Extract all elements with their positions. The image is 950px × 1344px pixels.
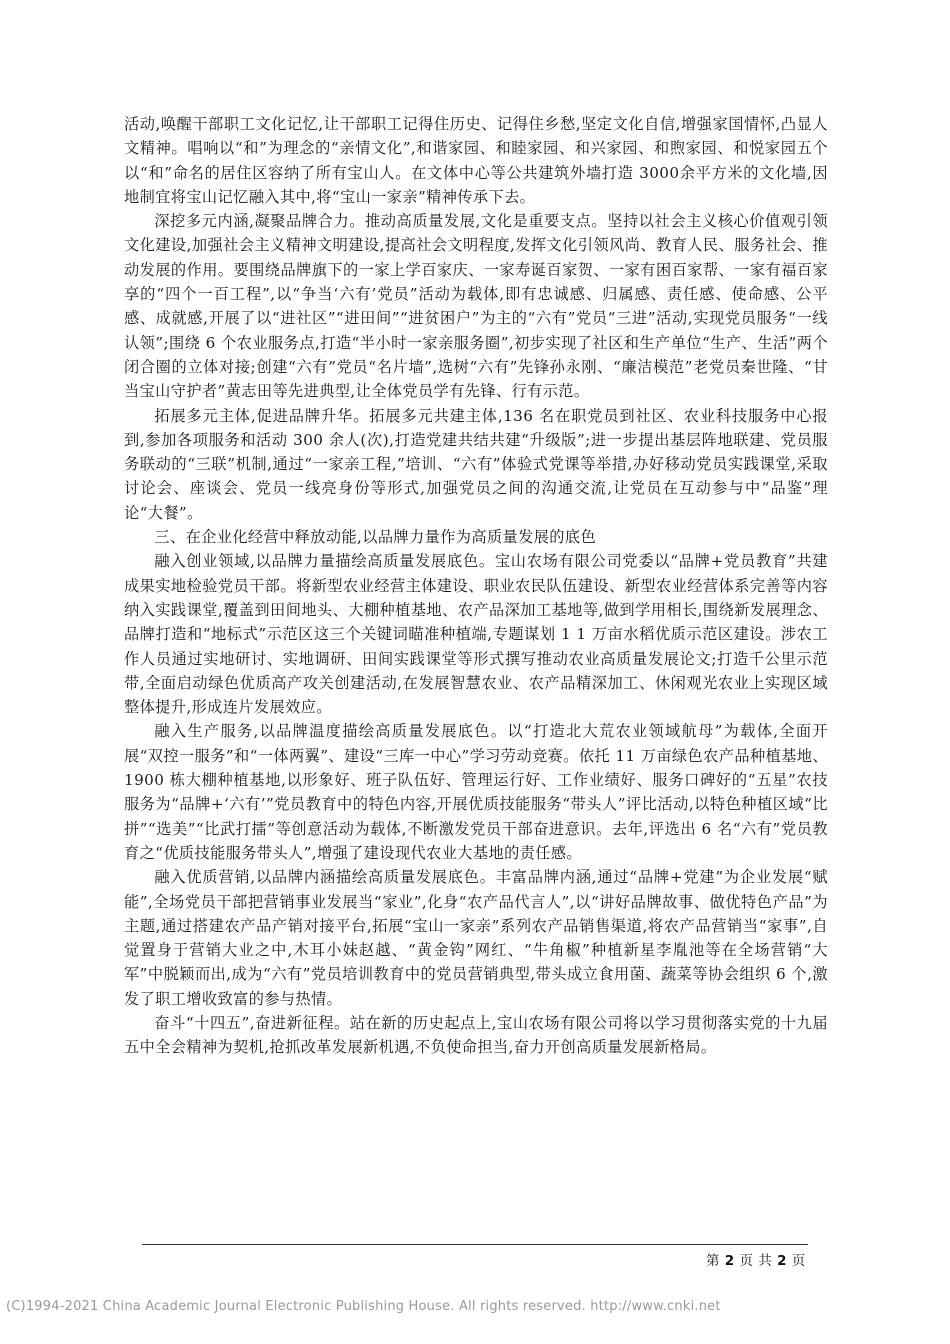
page-prefix: 第 xyxy=(706,1253,720,1269)
paragraph-entrepreneurship: 融入创业领域,以品牌力量描绘高质量发展底色。宝山农场有限公司党委以“品牌+党员教育”共建成果实地检验党员干部。将新型农业经营主体建设、职业农民队伍建设、新型农业经营体系完善等内容纳入实践课堂,覆盖到田间地头、大棚种植基地、农产品深加工基地等,做到学用相长,围绕新发展理念、品牌打造和“地标式”示范区这三个关键词瞄准种植端,专题谋划 1 1 万亩水稻优质示范区建设。涉农工作人员通过实地研讨、实地调研、田间实践课堂等形式撰写推动农业高质量发展论文;打造千公里示范带,全面启动绿色优质高产攻关创建活动,在发展智慧农业、农产品精深加工、休闲观光农业上实现区域整体提升,形成连片发展效应。 xyxy=(124,552,828,717)
copyright-notice: (C)1994-2021 China Academic Journal Electronic Publishing House. All rights reserved. http://www.cnki.net xyxy=(6,1299,721,1314)
section-heading: 三、在企业化经营中释放动能,以品牌力量作为高质量发展的底色 xyxy=(154,528,597,547)
article-body xyxy=(124,112,828,1060)
paragraph-marketing: 融入优质营销,以品牌内涵描绘高质量发展底色。丰富品牌内涵,通过“品牌+党建”为企业发展“赋能”,全场党员干部把营销事业发展当“家业”,化身“农产品代言人”,以“讲好品牌故事、做优特色产品”为主题,通过搭建农产品产销对接平台,拓展“宝山一家亲”系列农产品销售渠道,将农产品营销当“家事”,自觉置身于营销大业之中,木耳小妹赵越、“黄金钩”网红、“牛角椒”种植新星李胤池等在全场营销“大军”中脱颖而出,成为“六有”党员培训教育中的党员营销典型,带头成立食用菌、蔬菜等协会组织 6 个,激发了职工增收致富的参与热情。 xyxy=(124,868,828,1008)
paragraph-brand-subjects: 拓展多元主体,促进品牌升华。拓展多元共建主体,136 名在职党员到社区、农业科技服务中心报到,参加各项服务和活动 300 余人(次),打造党建共结共建“升级版”;进一步提出基层阵地联建、党员服务联动的“三联”机制,通过“一家亲工程,”培训、“六有”体验式党课等举措,办好移动党员实践课堂,采取讨论会、座谈会、党员一线亮身份等形式,加强党员之间的沟通交流,让党员在互动参与中“品鉴”理论“大餐”。 xyxy=(124,406,828,522)
page-current: 2 xyxy=(724,1253,735,1269)
paragraph-brand-connotation: 深挖多元内涵,凝聚品牌合力。推动高质量发展,文化是重要支点。坚持以社会主义核心价值观引领文化建设,加强社会主义精神文明建设,提高社会文明程度,发挥文化引领风尚、教育人民、服务社会、推动发展的作用。要围绕品牌旗下的一家上学百家庆、一家寿诞百家贺、一家有困百家帮、一家有福百家享的“四个一百工程”,以“争当‘六有’党员”活动为载体,即有忠诚感、归属感、责任感、使命感、公平感、成就感,开展了以“进社区”“进田间”“进贫困户”为主的“六有”党员“三进”活动,实现党员服务“一线认领”;围绕 6 个农业服务点,打造“半小时一家亲服务圈”,初步实现了社区和生产单位“生产、生活”两个闭合圈的立体对接;创建“六有”党员“名片墙”,选树“六有”先锋孙永刚、“廉洁模范”老党员秦世隆、“甘当宝山守护者”黄志田等先进典型,让全体党员学有先锋、行有示范。 xyxy=(124,212,828,401)
page-total: 2 xyxy=(777,1253,787,1269)
footer-divider xyxy=(142,1244,808,1245)
paragraph-continuation: 活动,唤醒干部职工文化记忆,让干部职工记得住历史、记得住乡愁,坚定文化自信,增强家国情怀,凸显人文精神。唱响以“和”为理念的“亲情文化”,和谐家园、和睦家园、和兴家园、和煦家园、和悦家园五个以“和”命名的居住区容纳了所有宝山人。在文体中心等公共建筑外墙打造 3000余平方米的文化墙,因地制宜将宝山记忆融入其中,将“宝山一家亲”精神传承下去。 xyxy=(124,115,828,206)
page-mid: 页 共 xyxy=(739,1253,773,1269)
page-number xyxy=(706,1249,806,1269)
paragraph-production-service: 融入生产服务,以品牌温度描绘高质量发展底色。以“打造北大荒农业领域航母”为载体,全面开展“双控一服务”和“一体两翼”、建设“三库一中心”学习劳动竞赛。依托 11 万亩绿色农产品种植基地、1900 栋大棚种植基地,以形象好、班子队伍好、管理运行好、工作业绩好、服务口碑好的“五星”农技服务为“品牌+‘六有’”党员教育中的特色内容,开展优质技能服务“带头人”评比活动,以特色种植区域“比拼”“选美”“比武打擂”等创意活动为载体,不断激发党员干部奋进意识。去年,评选出 6 名“六有”党员教育之“优质技能服务带头人”,增强了建设现代农业大基地的责任感。 xyxy=(124,722,828,862)
paragraph-conclusion: 奋斗“十四五”,奋进新征程。站在新的历史起点上,宝山农场有限公司将以学习贯彻落实党的十九届五中全会精神为契机,抢抓改革发展新机遇,不负使命担当,奋力开创高质量发展新格局。 xyxy=(124,1013,828,1057)
page-suffix: 页 xyxy=(791,1253,806,1269)
